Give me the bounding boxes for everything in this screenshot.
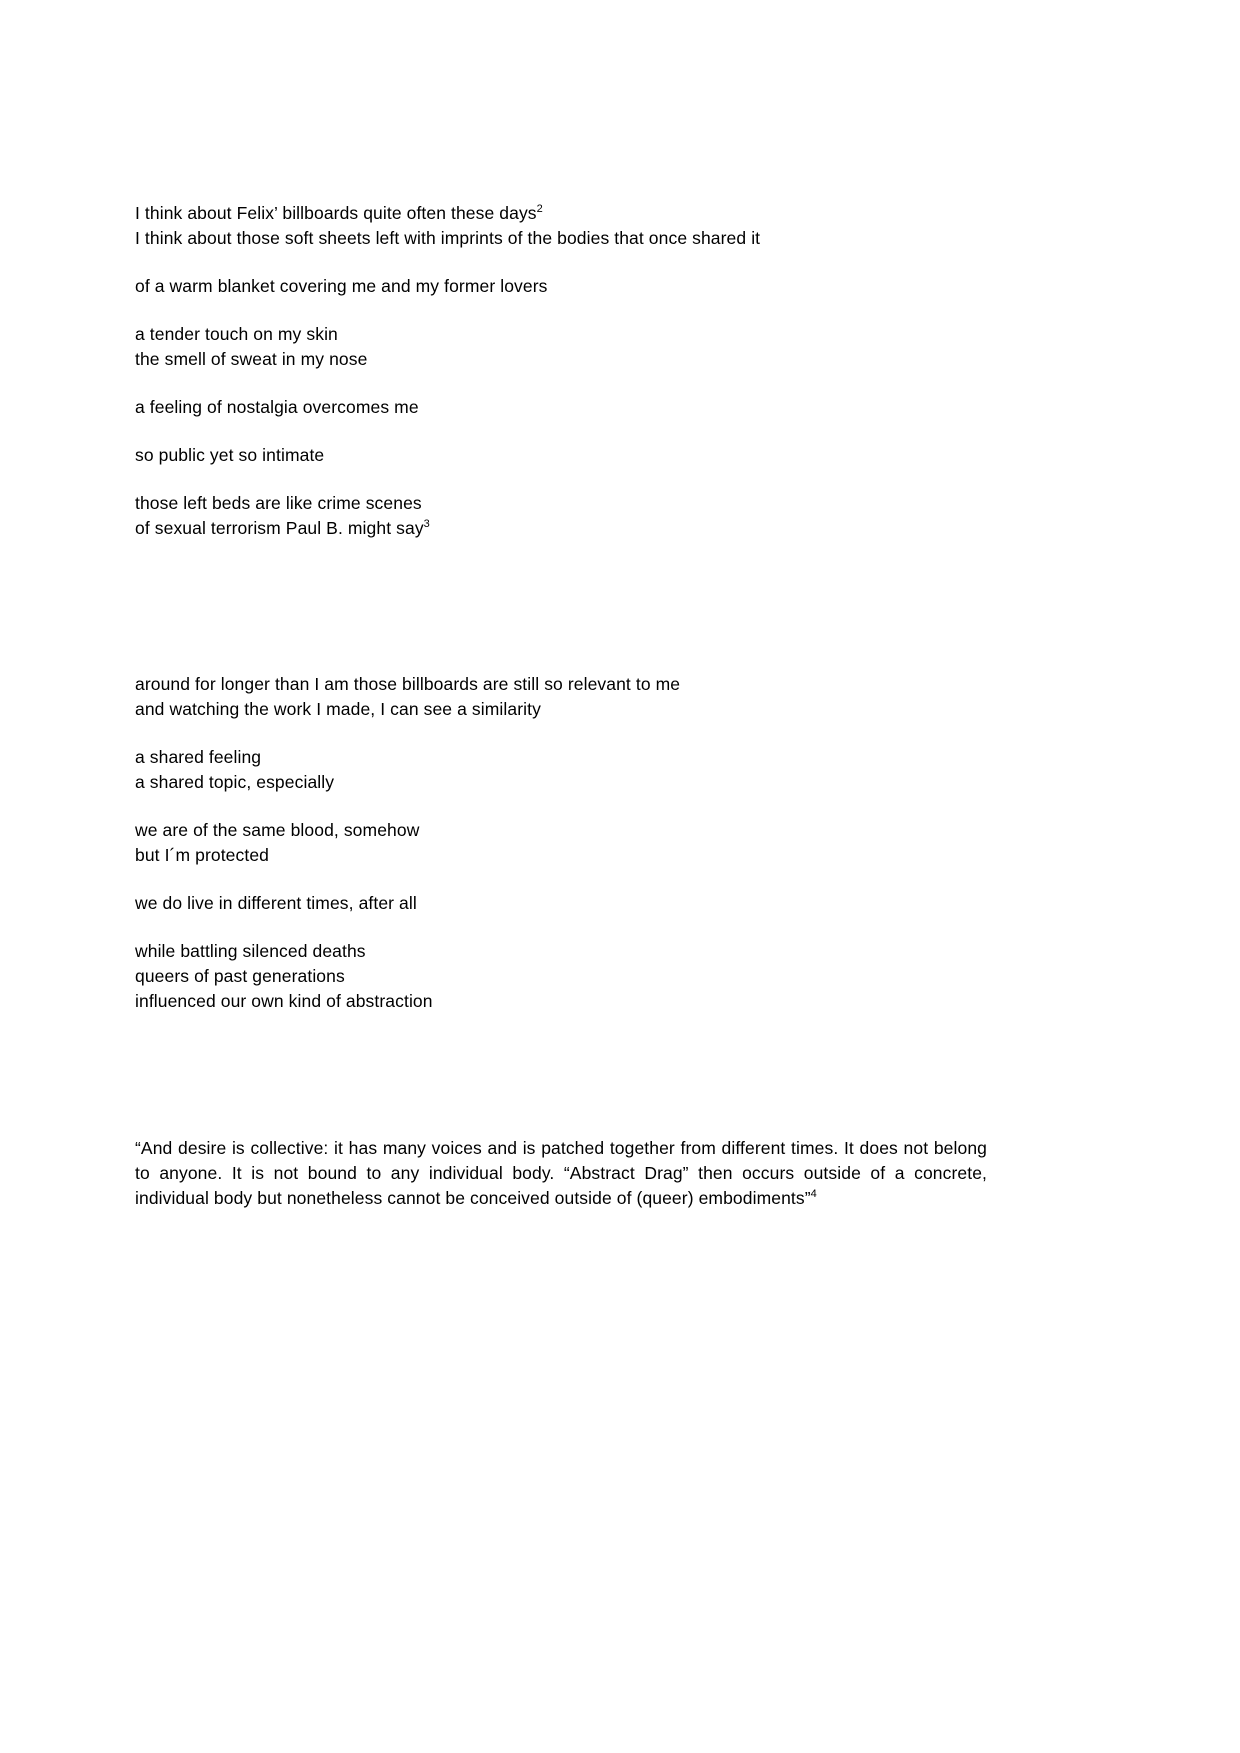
quote-section — [135, 1136, 987, 1211]
stanza — [135, 745, 987, 795]
stanza — [135, 1136, 987, 1211]
poem-line: queers of past generations — [135, 966, 345, 986]
poem-line: I think about Felix’ billboards quite often these days$^2$ — [135, 203, 543, 223]
poem-line: but I´m protected — [135, 845, 269, 865]
poem-line: and watching the work I made, I can see a similarity — [135, 699, 541, 719]
poem-line: a feeling of nostalgia overcomes me — [135, 397, 419, 417]
stanza — [135, 201, 987, 251]
poem-line: those left beds are like crime scenes — [135, 493, 422, 513]
poem-line: of a warm blanket covering me and my former lovers — [135, 276, 548, 296]
quote-paragraph: “And desire is collective: it has many voices and is patched together from different times. It does not belong to anyone. It is not bound to any individual body. “Abstract Drag” then occurs outside of a concrete, individual body but nonetheless cannot be conceived outside of (queer) embodiments”$^4$ — [135, 1138, 987, 1208]
stanza — [135, 443, 987, 468]
footnote-marker: 2 — [536, 203, 543, 216]
poem-line: a tender touch on my skin — [135, 324, 338, 344]
stanza — [135, 395, 987, 420]
poem-section-2 — [135, 672, 987, 1014]
poem-line: while battling silenced deaths — [135, 941, 366, 961]
poem-line: the smell of sweat in my nose — [135, 349, 368, 369]
poem-line: so public yet so intimate — [135, 445, 325, 465]
poem-line: we are of the same blood, somehow — [135, 820, 420, 840]
poem-line: a shared feeling — [135, 747, 262, 767]
stanza — [135, 322, 987, 372]
poem-line: a shared topic, especially — [135, 772, 335, 792]
stanza — [135, 939, 987, 1014]
poem-line: influenced our own kind of abstraction — [135, 991, 433, 1011]
stanza — [135, 672, 987, 722]
poem-line: we do live in different times, after all — [135, 893, 417, 913]
stanza — [135, 891, 987, 916]
stanza — [135, 818, 987, 868]
poem-line: I think about those soft sheets left with imprints of the bodies that once shared it — [135, 228, 761, 248]
footnote-marker: 3 — [423, 518, 430, 531]
stanza — [135, 274, 987, 299]
poem-section-1 — [135, 201, 987, 541]
poem-line: of sexual terrorism Paul B. might say$^3$ — [135, 518, 430, 538]
poem-line: around for longer than I am those billboards are still so relevant to me — [135, 674, 681, 694]
stanza — [135, 491, 987, 541]
footnote-marker: 4 — [810, 1188, 817, 1201]
